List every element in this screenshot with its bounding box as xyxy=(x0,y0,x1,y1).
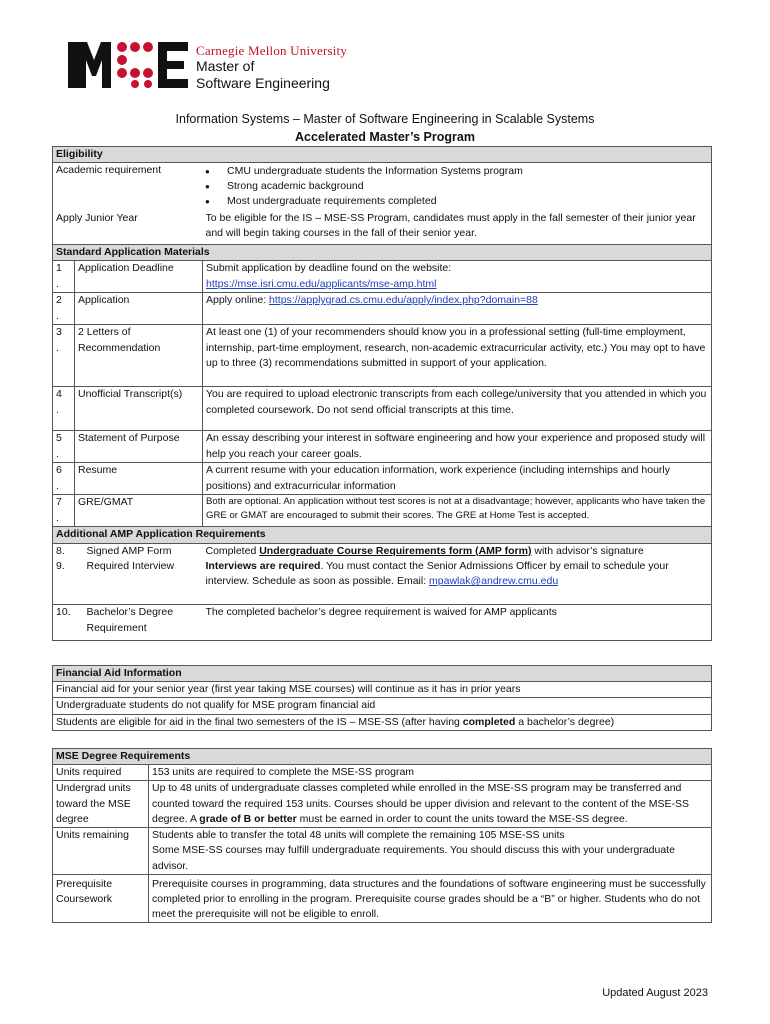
amp-text-10: The completed bachelor’s degree requirement is waived for AMP applicants xyxy=(203,605,712,641)
std-num-2: 2 . xyxy=(53,293,75,325)
amp-num-8: 8. xyxy=(53,543,75,559)
remaining-text: Students able to transfer the total 48 units will complete the remaining 105 MSE-SS units xyxy=(149,828,712,844)
std-num-5: 5 . xyxy=(53,431,75,463)
std-text-5: An essay describing your interest in software engineering and how your experience and proposed study will help you reach your career goals. xyxy=(203,431,712,463)
academic-item: ● Most undergraduate requirements completed xyxy=(203,194,523,209)
std-num-4: 4 . xyxy=(53,387,75,431)
std-label-6: Resume xyxy=(75,463,203,495)
university-name: Carnegie Mellon University xyxy=(196,43,348,58)
std-text-6: A current resume with your education information, work experience (including internships and hourly positions) and extracurricular information xyxy=(203,463,712,495)
amp-num-9: 9. xyxy=(53,559,75,605)
units-text: 153 units are required to complete the MSE-SS program xyxy=(149,765,712,781)
prereq-text: Prerequisite courses in programming, data structures and the foundations of software engineering must be successfully completed prior to enrolling in the program. Prerequisite course grades should be a “B” or higher. Students who do not meet the prerequisite will not be eligible to enroll. xyxy=(149,874,712,923)
eligibility-heading: Eligibility xyxy=(53,147,712,163)
financial-line-3: Students are eligible for aid in the final two semesters of the IS – MSE-SS (after having completed a bachelor’s degree) xyxy=(53,714,712,730)
junior-label: Apply Junior Year xyxy=(53,211,203,245)
page-title: Information Systems – Master of Software Engineering in Scalable Systems xyxy=(175,112,595,126)
amp-label-9: Required Interview xyxy=(75,559,203,605)
std-label-1: Application Deadline xyxy=(75,261,203,293)
amp-num-10: 10. xyxy=(53,605,75,641)
degree-heading: MSE Degree Requirements xyxy=(53,749,712,765)
degree-table xyxy=(52,748,712,923)
undergrad-text: Up to 48 units of undergraduate classes completed while enrolled in the MSE-SS program may be transferred and counted toward the required 153 units. Courses should be upper division and relevant to the content of the MSE-SS degree. A grade of B or better must be earned in order to count the units toward the MSE-SS degree. xyxy=(149,781,712,828)
program-line-1: Master of xyxy=(196,58,255,74)
std-num-7: 7 . xyxy=(53,495,75,527)
std-num-1: 1 . xyxy=(53,261,75,293)
financial-heading: Financial Aid Information xyxy=(53,666,712,682)
amp-label-10: Bachelor’s Degree Requirement xyxy=(75,605,203,641)
application-table xyxy=(52,146,712,641)
std-num-6: 6 . xyxy=(53,463,75,495)
std-label-3: 2 Letters of Recommendation xyxy=(75,325,203,387)
std-label-4: Unofficial Transcript(s) xyxy=(75,387,203,431)
remaining-text-2: Some MSE-SS courses may fulfill undergraduate requirements. You should discuss this with your undergraduate advisor. xyxy=(149,843,712,874)
amp-text-9: Interviews are required. You must contact the Senior Admissions Officer by email to schedule your interview. Schedule as soon as possible. Email: mpawlak@andrew.cmu.edu xyxy=(203,559,712,605)
financial-line-2: Undergraduate students do not qualify for MSE program financial aid xyxy=(53,698,712,714)
std-text-2: Apply online: https://applygrad.cs.cmu.edu/apply/index.php?domain=88 xyxy=(203,293,712,325)
email-link[interactable]: mpawlak@andrew.cmu.edu xyxy=(429,575,559,588)
std-text-3: At least one (1) of your recommenders should know you in a professional setting (full-time employment, internship, part-time employment, research, non-academic extracurricular activity, etc.) You may opt to have up to three (3) recommendations submitted in support of your application. xyxy=(203,325,712,387)
financial-line-1: Financial aid for your senior year (first year taking MSE courses) will continue as it has in prior years xyxy=(53,682,712,698)
std-text-7: Both are optional. An application without test scores is not at a disadvantage; however, applicants who have taken the GRE or GMAT are encouraged to submit their scores. The GRE at Home Test is accepted. xyxy=(203,495,712,527)
program-line-2: Software Engineering xyxy=(196,75,330,91)
academic-label: Academic requirement xyxy=(53,163,203,211)
amp-heading: Additional AMP Application Requirements xyxy=(53,527,712,543)
page-subtitle: Accelerated Master’s Program xyxy=(295,130,475,144)
units-label: Units required xyxy=(53,765,149,781)
std-text-1: Submit application by deadline found on the website: https://mse.isri.cmu.edu/applicants/mse-amp.html xyxy=(203,261,712,293)
academic-list xyxy=(203,164,523,210)
undergrad-label: Undergrad units toward the MSE degree xyxy=(53,781,149,828)
academic-item: ● Strong academic background xyxy=(203,179,523,194)
financial-aid-table xyxy=(52,665,712,731)
std-text-4: You are required to upload electronic transcripts from each college/university that you attended in which you completed coursework. Do not send official transcripts at this time. xyxy=(203,387,712,431)
std-label-2: Application xyxy=(75,293,203,325)
std-num-3: 3 . xyxy=(53,325,75,387)
mse-amp-link[interactable]: https://mse.isri.cmu.edu/applicants/mse-amp.html xyxy=(206,277,437,290)
junior-text: To be eligible for the IS – MSE-SS Program, candidates must apply in the fall semester of their junior year and will begin taking courses in the fall of their senior year. xyxy=(203,211,712,245)
amp-label-8: Signed AMP Form xyxy=(86,544,172,557)
prereq-label: Prerequisite Coursework xyxy=(53,874,149,923)
program-name xyxy=(196,58,330,92)
mse-logo xyxy=(68,40,192,90)
std-label-5: Statement of Purpose xyxy=(75,431,203,463)
remaining-label: Units remaining xyxy=(53,828,149,844)
academic-item: ● CMU undergraduate students the Information Systems program xyxy=(203,164,523,179)
applygrad-link[interactable]: https://applygrad.cs.cmu.edu/apply/index.php?domain=88 xyxy=(269,294,538,307)
standard-heading: Standard Application Materials xyxy=(53,245,712,261)
updated-date: Updated August 2023 xyxy=(602,987,708,999)
amp-text-8: Completed Undergraduate Course Requirements form (AMP form) with advisor’s signature xyxy=(203,543,712,559)
std-label-7: GRE/GMAT xyxy=(75,495,203,527)
